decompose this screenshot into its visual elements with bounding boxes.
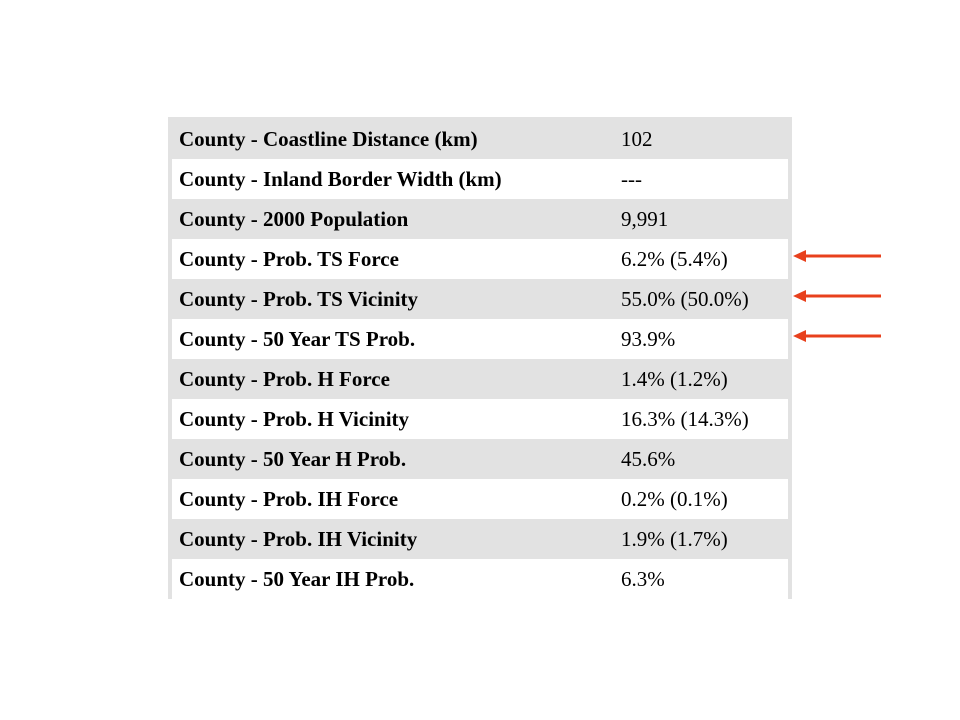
table-row bbox=[172, 279, 788, 319]
row-value: 1.4% (1.2%) bbox=[621, 366, 728, 391]
row-value: 1.9% (1.7%) bbox=[621, 526, 728, 551]
row-value: 16.3% (14.3%) bbox=[621, 406, 749, 431]
table-row bbox=[172, 239, 788, 279]
row-value: 55.0% (50.0%) bbox=[621, 286, 749, 311]
county-statistics-table bbox=[168, 117, 792, 599]
row-label: County - Coastline Distance (km) bbox=[179, 126, 478, 151]
left-arrow-icon bbox=[793, 290, 881, 302]
row-label: County - 50 Year H Prob. bbox=[179, 446, 407, 471]
row-label: County - 50 Year IH Prob. bbox=[179, 566, 415, 591]
row-label: County - Prob. TS Vicinity bbox=[179, 286, 419, 311]
table-row bbox=[172, 319, 788, 359]
row-label: County - Inland Border Width (km) bbox=[179, 166, 502, 191]
row-value: 9,991 bbox=[621, 206, 669, 231]
table-row bbox=[172, 119, 788, 159]
row-value: 6.2% (5.4%) bbox=[621, 246, 728, 271]
row-label: County - Prob. IH Force bbox=[179, 486, 399, 511]
left-arrow-icon bbox=[793, 330, 881, 342]
table-row bbox=[172, 519, 788, 559]
row-label: County - Prob. H Force bbox=[179, 366, 390, 391]
row-value: 102 bbox=[621, 126, 653, 151]
row-label: County - Prob. IH Vicinity bbox=[179, 526, 418, 551]
row-value: 93.9% bbox=[621, 326, 676, 351]
table-row bbox=[172, 479, 788, 519]
table-row bbox=[172, 439, 788, 479]
table-row bbox=[172, 559, 788, 599]
table-row bbox=[172, 199, 788, 239]
row-label: County - Prob. TS Force bbox=[179, 246, 399, 271]
row-value: 45.6% bbox=[621, 446, 676, 471]
row-value: 6.3% bbox=[621, 566, 665, 591]
table-row bbox=[172, 359, 788, 399]
table-row bbox=[172, 399, 788, 439]
row-value: --- bbox=[621, 166, 642, 191]
row-value: 0.2% (0.1%) bbox=[621, 486, 728, 511]
row-label: County - 2000 Population bbox=[179, 206, 409, 231]
row-label: County - Prob. H Vicinity bbox=[179, 406, 410, 431]
left-arrow-icon bbox=[793, 250, 881, 262]
row-label: County - 50 Year TS Prob. bbox=[179, 326, 416, 351]
table-row bbox=[172, 159, 788, 199]
